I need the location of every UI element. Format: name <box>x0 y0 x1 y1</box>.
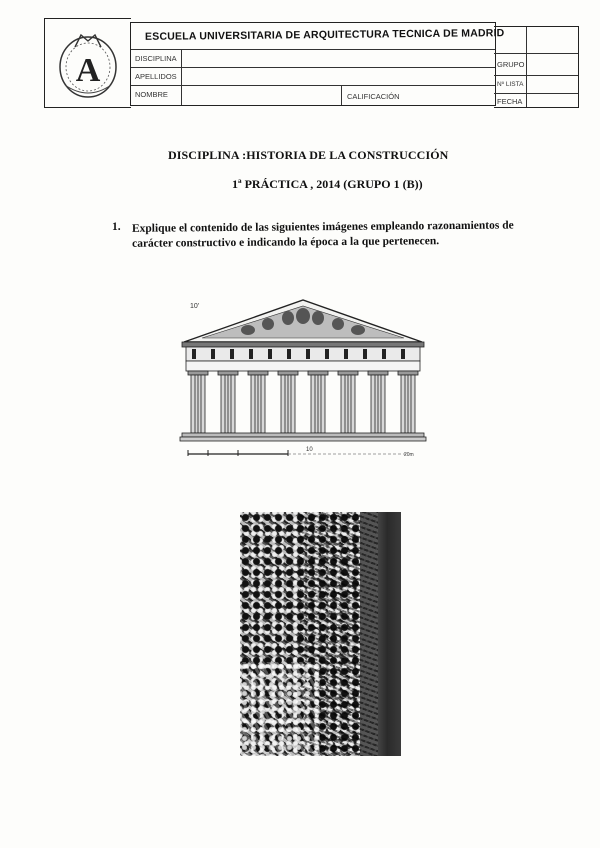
date-field-label: FECHA <box>497 97 523 106</box>
school-logo-box <box>44 18 131 108</box>
discipline-field-label: DISCIPLINA <box>135 54 177 63</box>
scale-label: 10 <box>306 447 313 453</box>
practice-heading: 1ª PRÁCTICA , 2014 (GRUPO 1 (B)) <box>232 177 423 191</box>
name-field-label: NOMBRE <box>135 90 168 99</box>
masonry-texture-photo <box>240 512 401 756</box>
scale-unit-label: 20m <box>404 452 414 458</box>
header-right-table <box>494 26 579 108</box>
question-number: 1. <box>112 221 121 233</box>
header-form-table <box>130 22 505 106</box>
group-field-label: GRUPO <box>497 60 525 69</box>
surname-field-label: APELLIDOS <box>135 72 177 81</box>
number-field-label: Nº LISTA <box>497 81 524 88</box>
svg-text:A: A <box>75 52 101 89</box>
school-crest-icon <box>51 25 125 101</box>
discipline-heading: DISCIPLINA :HISTORIA DE LA CONSTRUCCIÓN <box>168 148 449 162</box>
temple-figure-label: 10' <box>190 303 200 310</box>
greek-temple-elevation-figure <box>178 294 428 464</box>
grade-field-label: CALIFICACIÓN <box>347 92 400 101</box>
school-title: ESCUELA UNIVERSITARIA DE ARQUITECTURA TECNICA DE MADRID <box>144 27 505 43</box>
question-text: Explique el contenido de las siguientes imágenes empleando razonamientos de carácter constructivo e indicando la época a la que pertenecen. <box>131 219 514 250</box>
